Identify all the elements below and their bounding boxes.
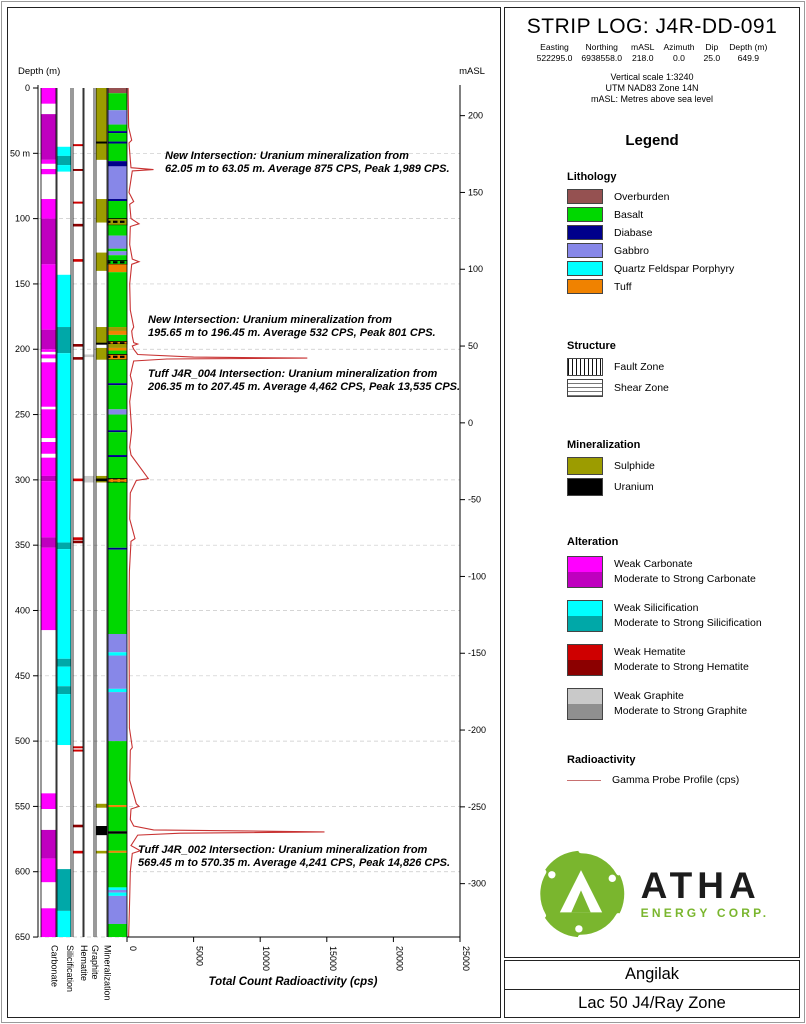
legend-item	[567, 774, 799, 786]
legend-item	[567, 644, 799, 676]
logo-text	[640, 865, 770, 920]
svg-text:Carbonate: Carbonate	[49, 945, 60, 988]
field-value: 649.9	[737, 52, 760, 63]
field-value: 6938558.0	[581, 52, 623, 63]
field-value: 0.0	[672, 52, 685, 63]
silicification-swatch	[567, 600, 603, 632]
annotation-569m	[138, 844, 478, 870]
legend-item	[567, 688, 799, 720]
svg-text:50 m: 50 m	[9, 148, 30, 159]
svg-text:100: 100	[468, 264, 484, 275]
basalt-swatch	[567, 207, 603, 222]
annotation-line: 206.35 m to 207.45 m. Average 4,462 CPS, Peak 13,535 CPS.	[148, 381, 461, 393]
svg-text:50: 50	[468, 341, 479, 352]
svg-text:-150: -150	[468, 648, 487, 659]
svg-text:5000: 5000	[194, 946, 205, 967]
field-value: 522295.0	[536, 52, 573, 63]
note: Vertical scale 1:3240	[610, 72, 694, 82]
svg-text:15000: 15000	[327, 946, 338, 972]
annotation-line: Tuff J4R_002 Intersection: Uranium mineralization from	[138, 844, 428, 856]
legend-label: Gamma Probe Profile (cps)	[612, 774, 740, 786]
log-title: STRIP LOG: J4R-DD-091	[526, 15, 778, 38]
radioactivity-section-title: Radioactivity	[567, 754, 636, 766]
svg-text:600: 600	[14, 866, 30, 877]
project-name: Angilak	[505, 961, 799, 990]
annotation-195m	[148, 314, 478, 340]
legend-item	[567, 207, 799, 222]
collar-fields	[505, 42, 799, 63]
legend-label: Shear Zone	[614, 382, 669, 394]
svg-text:0: 0	[128, 946, 138, 952]
mineralization-section-title: Mineralization	[567, 439, 641, 451]
svg-text:550: 550	[14, 801, 30, 812]
field-label: mASL	[631, 42, 655, 52]
atha-logo-icon	[535, 848, 627, 940]
svg-text:Graphite: Graphite	[90, 945, 100, 980]
note: UTM NAD83 Zone 14N	[605, 83, 699, 93]
legend-item	[567, 261, 799, 276]
lithology-section-title: Lithology	[567, 171, 617, 183]
annotation-line: 195.65 m to 196.45 m. Average 532 CPS, Peak 801 CPS.	[148, 327, 436, 339]
svg-text:250: 250	[14, 409, 30, 420]
legend-label: Overburden	[614, 190, 670, 203]
annotation-206m	[148, 368, 488, 394]
svg-text:150: 150	[14, 278, 30, 289]
svg-text:25000: 25000	[461, 946, 471, 972]
diabase-swatch	[567, 225, 603, 240]
graphite-swatch	[567, 688, 603, 720]
legend-title: Legend	[625, 132, 679, 149]
legend-item	[567, 358, 799, 376]
svg-text:-250: -250	[468, 801, 487, 812]
legend-item	[567, 225, 799, 240]
field-label: Easting	[540, 42, 569, 52]
svg-text:0: 0	[468, 417, 474, 428]
masl-axis-title: mASL	[459, 66, 485, 77]
legend-label: Weak Hematite Moderate to Strong Hematite	[614, 646, 749, 673]
svg-text:500: 500	[14, 736, 30, 747]
legend-item	[567, 379, 799, 397]
svg-text:-300: -300	[468, 878, 487, 889]
logo-name: ATHA	[640, 865, 761, 906]
overburden-swatch	[567, 189, 603, 204]
annotation-line: 569.45 m to 570.35 m. Average 4,241 CPS, Peak 14,826 CPS.	[138, 857, 451, 869]
legend-label: Sulphide	[614, 460, 655, 472]
field-label: Depth (m)	[729, 42, 768, 52]
svg-text:450: 450	[14, 670, 30, 681]
legend-label: Weak Carbonate Moderate to Strong Carbonate	[614, 558, 756, 585]
svg-text:-200: -200	[468, 725, 487, 736]
legend-item	[567, 556, 799, 588]
annotation-line: New Intersection: Uranium mineralization from	[165, 150, 409, 162]
uranium-swatch	[567, 478, 603, 496]
logo-subtitle: ENERGY CORP.	[640, 906, 770, 920]
annotation-line: New Intersection: Uranium mineralization from	[148, 314, 392, 326]
legend-label: Diabase	[614, 226, 653, 239]
zone-name: Lac 50 J4/Ray Zone	[578, 993, 726, 1012]
legend-label: Gabbro	[614, 244, 650, 257]
gabbro-swatch	[567, 243, 603, 258]
svg-text:Mineralization: Mineralization	[102, 945, 113, 1001]
hematite-swatch	[567, 644, 603, 676]
company-logo	[505, 848, 799, 940]
field-label: Northing	[585, 42, 618, 52]
alteration-section-title: Alteration	[567, 536, 619, 548]
cps-axis-title: Total Count Radioactivity (cps)	[208, 976, 378, 988]
qfp-swatch	[567, 261, 603, 276]
svg-text:-50: -50	[468, 494, 482, 505]
svg-text:400: 400	[14, 605, 30, 616]
legend-label: Basalt	[614, 208, 644, 221]
gamma-line-swatch	[567, 780, 601, 781]
svg-text:0: 0	[24, 83, 30, 93]
svg-text:-100: -100	[468, 571, 487, 582]
svg-text:Hematite: Hematite	[79, 945, 89, 982]
field-value: 25.0	[703, 52, 721, 63]
fault-zone-swatch	[567, 358, 603, 376]
depth-axis-title: Depth (m)	[18, 66, 61, 77]
svg-text:10000: 10000	[261, 946, 272, 972]
legend-item	[567, 279, 799, 294]
structure-section-title: Structure	[567, 340, 616, 352]
note: mASL: Metres above sea level	[590, 94, 714, 104]
field-label: Dip	[705, 42, 719, 52]
legend-item	[567, 600, 799, 632]
svg-text:100: 100	[14, 213, 30, 224]
annotation-line: Tuff J4R_004 Intersection: Uranium mineralization from	[148, 368, 438, 380]
svg-text:Silicification: Silicification	[65, 945, 75, 993]
legend-item	[567, 243, 799, 258]
field-label: Azimuth	[663, 42, 695, 52]
legend-label: Fault Zone	[614, 361, 665, 373]
tuff-swatch	[567, 279, 603, 294]
legend-label: Tuff	[614, 280, 632, 293]
svg-text:200: 200	[14, 344, 30, 355]
annotation-62m	[165, 150, 475, 176]
project-footer	[504, 960, 800, 1018]
svg-text:350: 350	[14, 540, 30, 551]
scale-notes	[505, 72, 799, 105]
legend-item	[567, 478, 799, 496]
svg-text:200: 200	[468, 110, 484, 121]
title-legend-panel	[504, 7, 800, 958]
annotation-line: 62.05 m to 63.05 m. Average 875 CPS, Peak 1,989 CPS.	[165, 163, 450, 175]
carbonate-swatch	[567, 556, 603, 588]
strip-log-panel	[7, 7, 501, 1018]
svg-text:150: 150	[468, 187, 484, 198]
svg-text:650: 650	[14, 932, 30, 943]
svg-text:20000: 20000	[394, 946, 405, 972]
legend-label: Weak Graphite Moderate to Strong Graphite	[614, 690, 748, 717]
sulphide-swatch	[567, 457, 603, 475]
shear-zone-swatch	[567, 379, 603, 397]
field-value: 218.0	[631, 52, 654, 63]
legend-item	[567, 189, 799, 204]
legend-item	[567, 457, 799, 475]
legend-label: Quartz Feldspar Porphyry	[614, 262, 735, 275]
legend-label: Uranium	[614, 481, 654, 493]
svg-text:300: 300	[14, 474, 30, 485]
legend-label: Weak Silicification Moderate to Strong Silicification	[614, 602, 762, 629]
